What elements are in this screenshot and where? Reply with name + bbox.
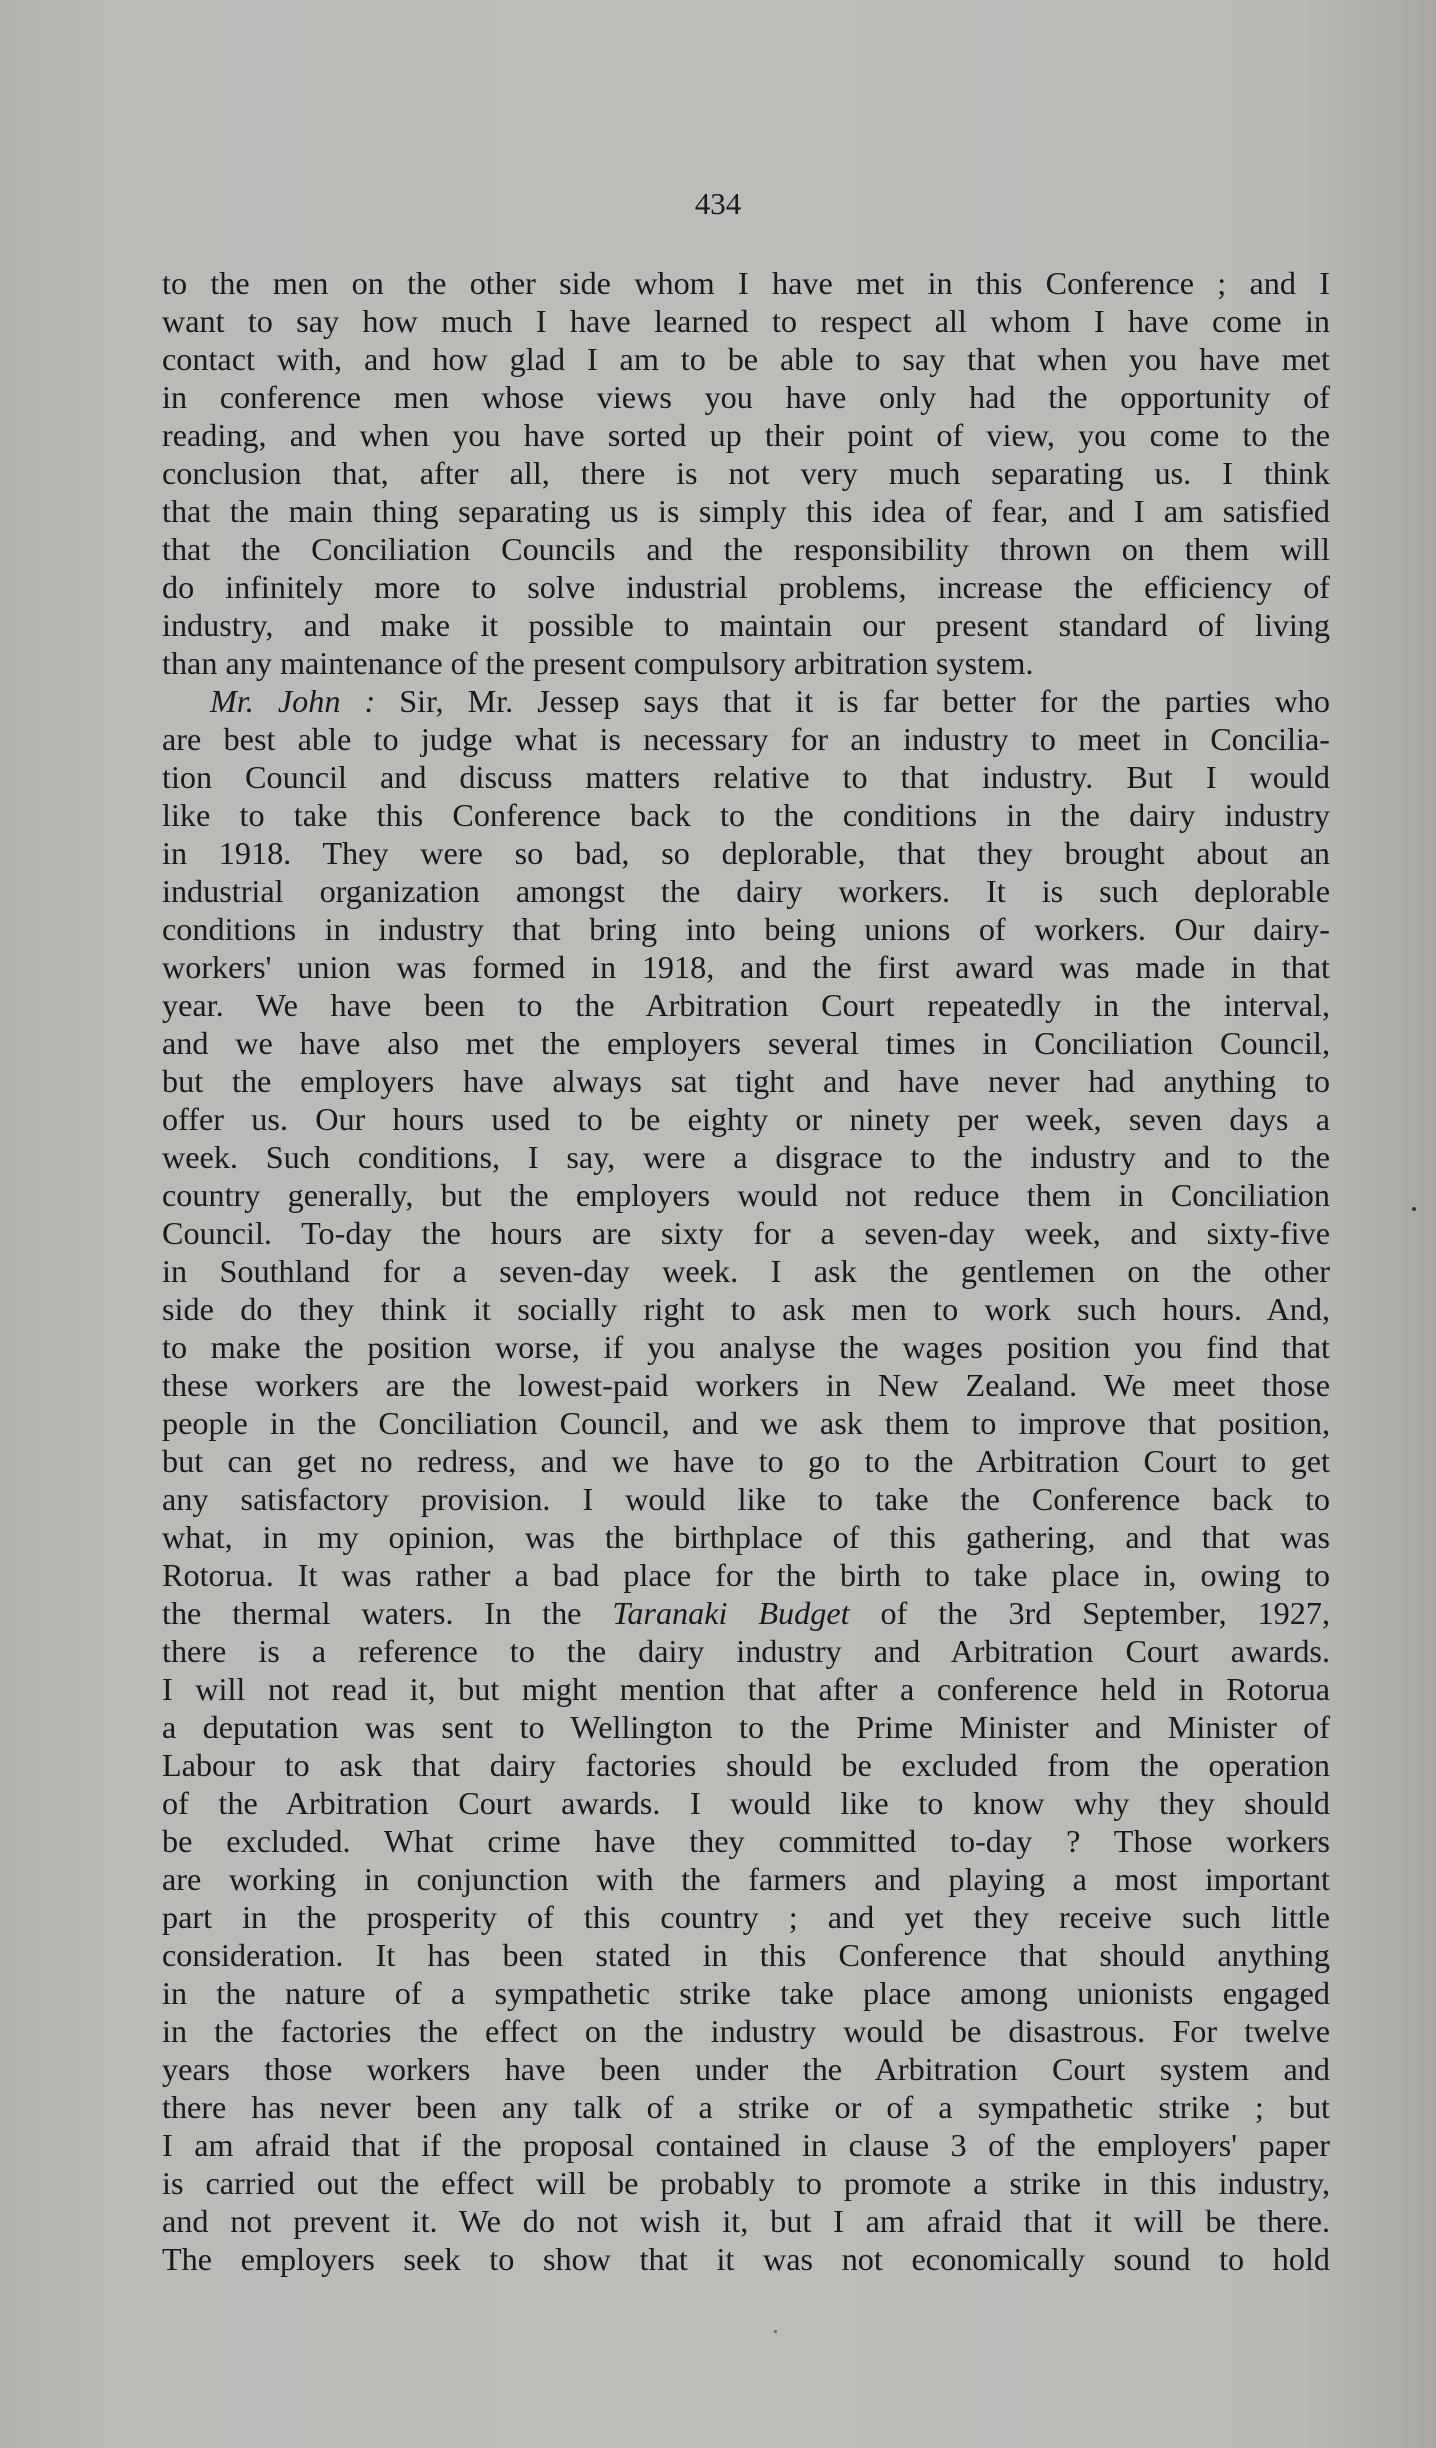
text-line — [162, 378, 1330, 416]
text-segment: part in the prosperity of this country ; and yet they receive such little — [162, 1899, 1330, 1935]
text-line — [162, 492, 1330, 530]
text-line — [162, 1746, 1330, 1784]
text-segment: than any maintenance of the present compulsory arbitration system. — [162, 645, 1034, 681]
text-segment: there is a reference to the dairy industry and Arbitration Court awards. — [162, 1633, 1330, 1669]
text-segment: country generally, but the employers would not reduce them in Conciliation — [162, 1177, 1330, 1213]
text-line — [162, 1252, 1330, 1290]
text-line — [162, 1784, 1330, 1822]
text-segment: side do they think it socially right to ask men to work such hours. And, — [162, 1291, 1330, 1327]
text-line — [162, 644, 1330, 682]
text-line — [162, 1442, 1330, 1480]
text-segment: reading, and when you have sorted up their point of view, you come to the — [162, 417, 1330, 453]
text-line — [162, 1556, 1330, 1594]
text-segment: in Southland for a seven-day week. I ask the gentlemen on the other — [162, 1253, 1330, 1289]
text-line — [162, 758, 1330, 796]
text-segment: to the men on the other side whom I have met in this Conference ; and I — [162, 265, 1330, 301]
text-segment: there has never been any talk of a strike or of a sympathetic strike ; but — [162, 2089, 1330, 2125]
text-segment: that the Conciliation Councils and the responsibility thrown on them will — [162, 531, 1330, 567]
text-segment: of the 3rd September, 1927, — [849, 1595, 1330, 1631]
text-segment: the thermal waters. In the — [162, 1595, 613, 1631]
text-line — [162, 1518, 1330, 1556]
text-line — [162, 340, 1330, 378]
text-line — [162, 1100, 1330, 1138]
text-line — [162, 1594, 1330, 1632]
text-line — [162, 416, 1330, 454]
text-segment: want to say how much I have learned to respect all whom I have come in — [162, 303, 1330, 339]
text-line — [162, 1024, 1330, 1062]
text-segment: these workers are the lowest-paid workers in New Zealand. We meet those — [162, 1367, 1330, 1403]
text-line — [162, 1214, 1330, 1252]
text-line — [162, 1936, 1330, 1974]
body-text — [162, 264, 1330, 2278]
text-line — [162, 1860, 1330, 1898]
text-line — [162, 2240, 1330, 2278]
text-segment: are working in conjunction with the farmers and playing a most important — [162, 1861, 1330, 1897]
text-line — [162, 530, 1330, 568]
text-segment: are best able to judge what is necessary for an industry to meet in Concilia- — [162, 721, 1330, 757]
text-line — [162, 834, 1330, 872]
text-line — [162, 1366, 1330, 1404]
text-line — [162, 872, 1330, 910]
text-segment: like to take this Conference back to the conditions in the dairy industry — [162, 797, 1330, 833]
text-segment: to make the position worse, if you analyse the wages position you find that — [162, 1329, 1330, 1365]
text-line — [162, 568, 1330, 606]
text-segment: of the Arbitration Court awards. I would like to know why they should — [162, 1785, 1330, 1821]
text-segment: but can get no redress, and we have to go to the Arbitration Court to get — [162, 1443, 1330, 1479]
text-line — [162, 2088, 1330, 2126]
text-segment: be excluded. What crime have they committed to-day ? Those workers — [162, 1823, 1330, 1859]
text-segment: that the main thing separating us is simply this idea of fear, and I am satisfied — [162, 493, 1330, 529]
text-segment: Rotorua. It was rather a bad place for the birth to take place in, owing to — [162, 1557, 1330, 1593]
text-segment: do infinitely more to solve industrial problems, increase the efficiency of — [162, 569, 1330, 605]
text-line — [162, 796, 1330, 834]
text-segment: in conference men whose views you have only had the opportunity of — [162, 379, 1330, 415]
text-segment: offer us. Our hours used to be eighty or ninety per week, seven days a — [162, 1101, 1330, 1137]
text-segment: and not prevent it. We do not wish it, but I am afraid that it will be there. — [162, 2203, 1330, 2239]
text-segment: Labour to ask that dairy factories should be excluded from the operation — [162, 1747, 1330, 1783]
text-line — [162, 302, 1330, 340]
scan-speck — [774, 2330, 777, 2333]
text-segment: I am afraid that if the proposal contained in clause 3 of the employers' paper — [162, 2127, 1330, 2163]
text-segment: conditions in industry that bring into being unions of workers. Our dairy- — [162, 911, 1330, 947]
text-line — [162, 1708, 1330, 1746]
text-line — [162, 1138, 1330, 1176]
text-line — [162, 2202, 1330, 2240]
text-segment: but the employers have always sat tight and have never had anything to — [162, 1063, 1330, 1099]
text-line — [162, 1176, 1330, 1214]
text-segment: contact with, and how glad I am to be able to say that when you have met — [162, 341, 1330, 377]
publication-title: Taranaki Budget — [612, 1595, 850, 1631]
text-line — [162, 986, 1330, 1024]
text-segment: conclusion that, after all, there is not very much separating us. I think — [162, 455, 1330, 491]
text-line — [162, 1328, 1330, 1366]
text-line — [162, 2164, 1330, 2202]
page-number: 434 — [694, 186, 742, 221]
text-line — [162, 1670, 1330, 1708]
text-segment: people in the Conciliation Council, and we ask them to improve that position, — [162, 1405, 1330, 1441]
text-line — [162, 1404, 1330, 1442]
text-line — [162, 1480, 1330, 1518]
text-line — [162, 1290, 1330, 1328]
text-segment: what, in my opinion, was the birthplace of this gathering, and that was — [162, 1519, 1330, 1555]
text-segment: in the nature of a sympathetic strike take place among unionists engaged — [162, 1975, 1330, 2011]
text-segment: week. Such conditions, I say, were a disgrace to the industry and to the — [162, 1139, 1330, 1175]
text-line — [162, 1822, 1330, 1860]
text-line — [162, 1898, 1330, 1936]
text-line — [162, 720, 1330, 758]
text-line — [162, 606, 1330, 644]
text-line — [162, 1062, 1330, 1100]
text-segment: Sir, Mr. Jessep says that it is far better for the parties who — [375, 683, 1330, 719]
text-segment: tion Council and discuss matters relative to that industry. But I would — [162, 759, 1330, 795]
text-segment: a deputation was sent to Wellington to the Prime Minister and Minister of — [162, 1709, 1330, 1745]
text-segment: any satisfactory provision. I would like to take the Conference back to — [162, 1481, 1330, 1517]
text-segment: The employers seek to show that it was not economically sound to hold — [162, 2241, 1330, 2277]
text-segment: workers' union was formed in 1918, and the first award was made in that — [162, 949, 1330, 985]
text-line — [162, 2126, 1330, 2164]
text-segment: is carried out the effect will be probably to promote a strike in this industry, — [162, 2165, 1330, 2201]
text-segment: years those workers have been under the Arbitration Court system and — [162, 2051, 1330, 2087]
text-line — [162, 682, 1330, 720]
text-segment: I will not read it, but might mention that after a conference held in Rotorua — [162, 1671, 1330, 1707]
speaker-name: Mr. John : — [210, 683, 376, 719]
text-segment: year. We have been to the Arbitration Court repeatedly in the interval, — [162, 987, 1330, 1023]
text-line — [162, 910, 1330, 948]
text-line — [162, 948, 1330, 986]
text-line — [162, 1632, 1330, 1670]
text-segment: Council. To-day the hours are sixty for a seven-day week, and sixty-five — [162, 1215, 1330, 1251]
text-line — [162, 2012, 1330, 2050]
text-segment: consideration. It has been stated in this Conference that should anything — [162, 1937, 1330, 1973]
text-line — [162, 454, 1330, 492]
text-segment: in the factories the effect on the industry would be disastrous. For twelve — [162, 2013, 1330, 2049]
text-line — [162, 2050, 1330, 2088]
text-line — [162, 1974, 1330, 2012]
text-segment: in 1918. They were so bad, so deplorable, that they brought about an — [162, 835, 1330, 871]
scan-speck — [1412, 1207, 1416, 1211]
text-segment: and we have also met the employers several times in Conciliation Council, — [162, 1025, 1330, 1061]
text-segment: industry, and make it possible to maintain our present standard of living — [162, 607, 1330, 643]
text-segment: industrial organization amongst the dairy workers. It is such deplorable — [162, 873, 1330, 909]
text-line — [162, 264, 1330, 302]
